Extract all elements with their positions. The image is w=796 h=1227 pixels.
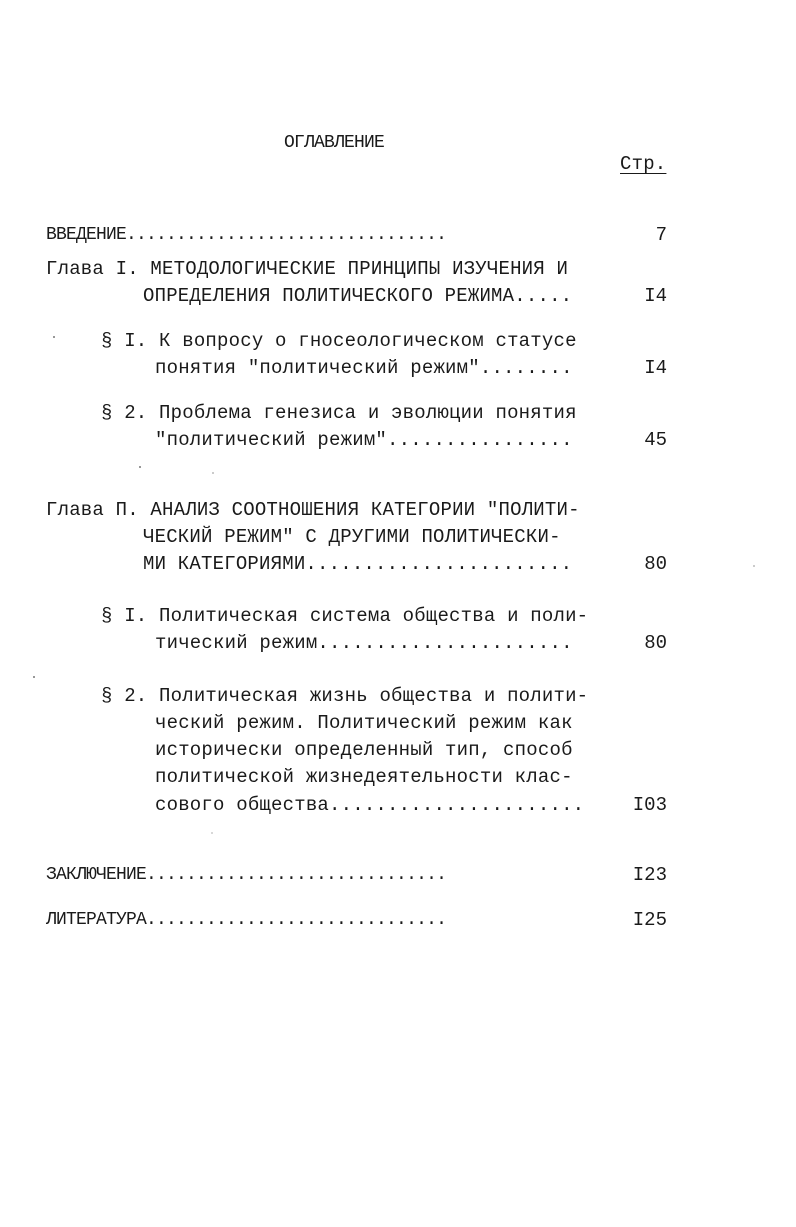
entry-line: § 2. Проблема генезиса и эволюции понятия (101, 402, 577, 424)
entry-line: сового общества...................... (155, 794, 585, 816)
entry-line: § I. К вопросу о гносеологическом статусе (101, 330, 577, 352)
entry-page-number: 80 (644, 632, 667, 654)
entry-line: § I. Политическая система общества и поли- (101, 605, 589, 627)
entry-line: § 2. Политическая жизнь общества и полити- (101, 685, 589, 707)
entry-line: ЧЕСКИЙ РЕЖИМ" С ДРУГИМИ ПОЛИТИЧЕСКИ- (143, 526, 561, 548)
page-title: ОГЛАВЛЕНИЕ (284, 133, 385, 153)
entry-page-number: 80 (644, 553, 667, 575)
entry-line: МИ КАТЕГОРИЯМИ....................... (143, 553, 573, 575)
entry-line: ВВЕДЕНИЕ................................ (46, 225, 447, 245)
scan-speck (33, 676, 35, 678)
entry-page-number: I4 (644, 357, 667, 379)
scan-speck (753, 565, 755, 567)
scan-speck (139, 466, 141, 468)
entry-page-number: I03 (632, 794, 667, 816)
scan-speck (211, 832, 213, 834)
entry-page-number: I23 (632, 864, 667, 886)
entry-line: понятия "политический режим"........ (155, 357, 573, 379)
entry-line: ОПРЕДЕЛЕНИЯ ПОЛИТИЧЕСКОГО РЕЖИМА..... (143, 285, 573, 307)
page-column-label: Стр. (620, 153, 667, 175)
entry-page-number: 45 (644, 429, 667, 451)
entry-line: исторически определенный тип, способ (155, 739, 573, 761)
scan-speck (212, 472, 214, 474)
entry-line: ЗАКЛЮЧЕНИЕ.............................. (46, 865, 447, 885)
entry-line: ЛИТЕРАТУРА.............................. (46, 910, 447, 930)
entry-line: Глава П. АНАЛИЗ СООТНОШЕНИЯ КАТЕГОРИИ "ПОЛИТИ- (46, 499, 580, 521)
entry-page-number: I4 (644, 285, 667, 307)
entry-line: Глава I. МЕТОДОЛОГИЧЕСКИЕ ПРИНЦИПЫ ИЗУЧЕНИЯ И (46, 258, 569, 280)
entry-page-number: I25 (632, 909, 667, 931)
entry-line: политической жизнедеятельности клас- (155, 766, 573, 788)
entry-page-number: 7 (655, 224, 667, 246)
entry-line: ческий режим. Политический режим как (155, 712, 573, 734)
scan-speck (53, 336, 55, 338)
entry-line: тический режим...................... (155, 632, 573, 654)
entry-line: "политический режим"................ (155, 429, 573, 451)
